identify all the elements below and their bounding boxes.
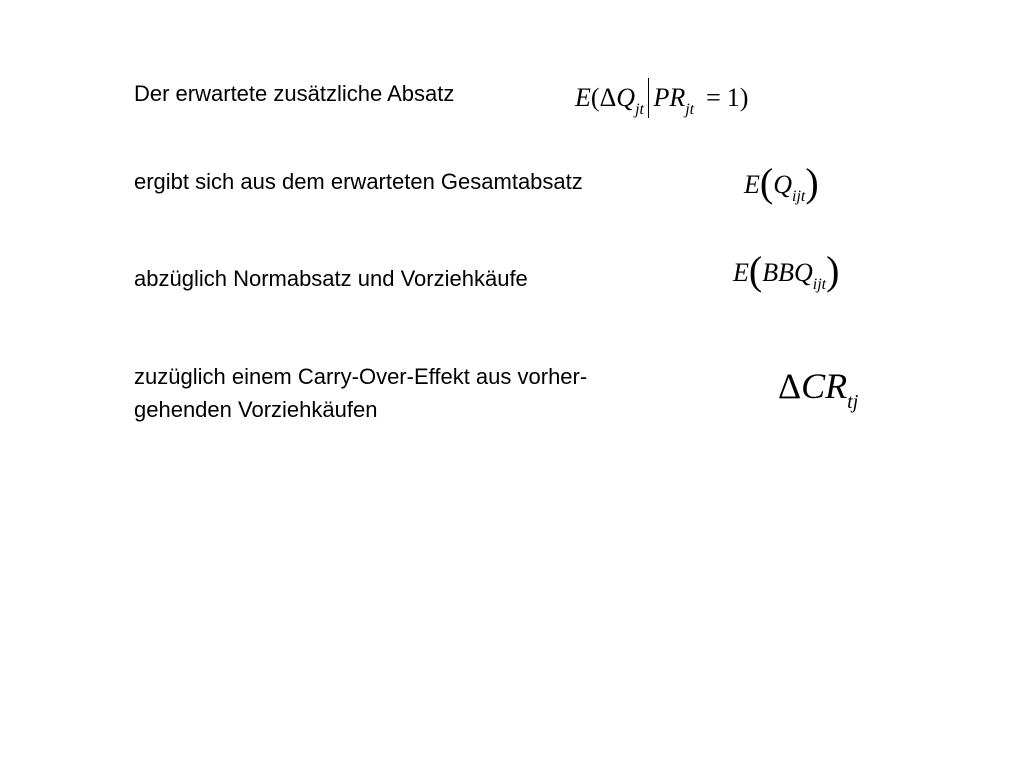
formula-equals: =: [706, 82, 721, 112]
text-total-sales: ergibt sich aus dem erwarteten Gesamtabsatz: [134, 169, 583, 194]
formula-expected-additional-sales: [575, 80, 748, 120]
formula-subscript-ijt: ijt: [812, 276, 827, 293]
formula-delta: Δ: [778, 366, 802, 406]
formula-symbol-Q: Q: [773, 170, 792, 199]
formula-open-paren: (: [759, 160, 774, 205]
formula-subscript-jt-2: jt: [685, 100, 695, 118]
formula-close-paren: ): [739, 82, 749, 112]
formula-expected-bbq: [733, 248, 840, 293]
formula-symbol-Q: Q: [616, 82, 636, 112]
formula-close-paren: ): [826, 248, 840, 293]
formula-subscript-jt: jt: [635, 100, 644, 118]
formula-open-paren: (: [748, 248, 763, 293]
formula-symbol-E: E: [575, 82, 591, 112]
text-carry-over-line1: zuzüglich einem Carry-Over-Effekt aus vorher-: [134, 364, 588, 389]
formula-expected-total-sales: [744, 160, 819, 205]
formula-symbol-CR: CR: [801, 366, 848, 406]
formula-close-paren: ): [805, 160, 819, 205]
text-normal-sales-and-forward-buying: abzüglich Normabsatz und Vorziehkäufe: [134, 266, 528, 291]
formula-open-paren: (: [590, 82, 600, 112]
formula-subscript-ijt: ijt: [792, 188, 806, 205]
formula-subscript-tj: tj: [847, 391, 859, 413]
formula-symbol-E: E: [733, 258, 749, 287]
formula-delta-cr: [778, 366, 859, 413]
formula-symbol-E: E: [744, 170, 760, 199]
formula-symbol-BBQ: BBQ: [762, 258, 813, 287]
text-expected-additional-sales: Der erwartete zusätzliche Absatz: [134, 81, 455, 106]
text-carry-over-line2: gehenden Vorziehkäufen: [134, 397, 378, 422]
formula-symbol-PR: PR: [653, 82, 686, 112]
formula-one: 1: [726, 82, 740, 112]
formula-conditional-bar: [648, 78, 650, 118]
formula-delta: Δ: [599, 82, 617, 112]
